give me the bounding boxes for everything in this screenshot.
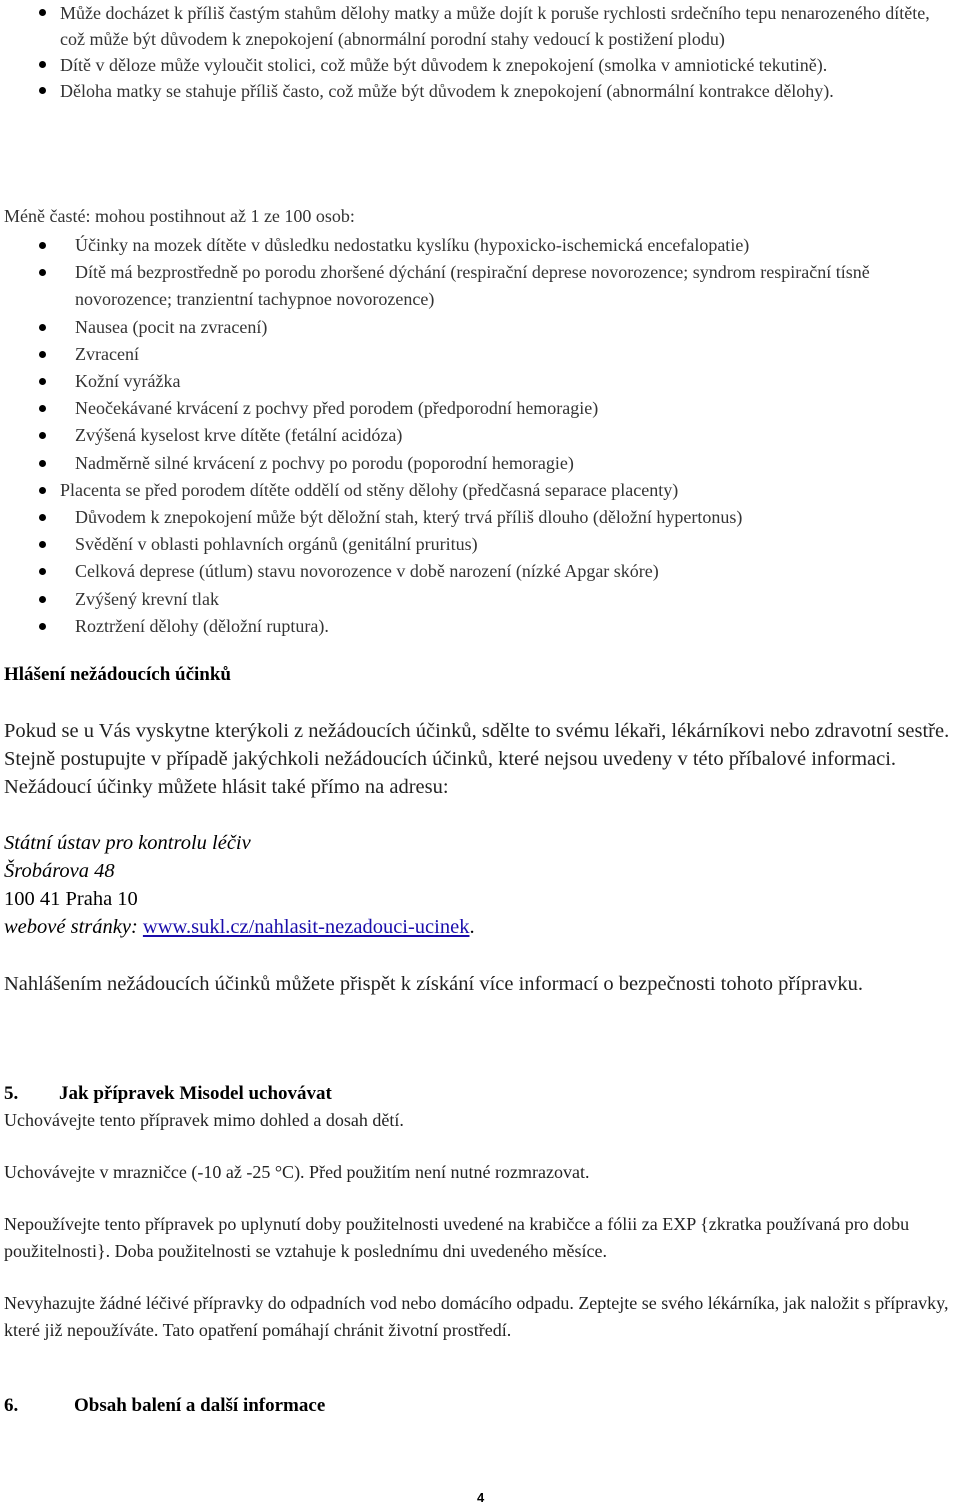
- bullet-icon: [39, 378, 46, 385]
- storage-paragraph-4: Nevyhazujte žádné léčivé přípravky do odpadních vod nebo domácího odpadu. Zeptejte se svého lékárníka, jak naložit s přípravky, které již nepoužíváte. Tato opatření pomáhají chránit životní prostředí.: [4, 1293, 949, 1340]
- list-item: Svědění v oblasti pohlavních orgánů (genitální pruritus): [0, 531, 950, 558]
- list-item: Kožní vyrážka: [0, 368, 950, 395]
- bullet-icon: [39, 460, 46, 467]
- address-line-2: Šrobárova 48: [4, 860, 115, 882]
- storage-paragraph-2: Uchovávejte v mrazničce (-10 až -25 °C). Před použitím není nutné rozmrazovat.: [4, 1162, 590, 1182]
- bullet-icon: [39, 568, 46, 575]
- list-item: Účinky na mozek dítěte v důsledku nedostatku kyslíku (hypoxicko-ischemická encefalopatie): [0, 232, 950, 259]
- web-suffix: .: [469, 916, 475, 938]
- bullet-icon: [39, 324, 46, 331]
- bullet-icon: [39, 541, 46, 548]
- bullet-icon: [39, 405, 46, 412]
- section-6-title: Obsah balení a další informace: [74, 1395, 326, 1416]
- list-item: Roztržení dělohy (děložní ruptura).: [0, 613, 950, 640]
- section-6-number: 6.: [4, 1395, 19, 1416]
- list-item: Děloha matky se stahuje příliš často, což může být důvodem k znepokojení (abnormální kontrakce dělohy).: [0, 78, 950, 104]
- bullet-icon: [39, 9, 46, 16]
- address-block: [4, 829, 475, 941]
- bullet-icon: [39, 242, 46, 249]
- section-6-heading: [4, 1395, 325, 1417]
- bullet-icon: [39, 269, 46, 276]
- list-item: Zvýšená kyselost krve dítěte (fetální acidóza): [0, 422, 950, 449]
- list-item: Dítě má bezprostředně po porodu zhoršené dýchání (respirační deprese novorozence; syndrom respirační tísně novorozence; tranzientní tachypnoe novorozence): [0, 259, 950, 313]
- bullet-icon: [39, 87, 46, 94]
- bullet-icon: [39, 61, 46, 68]
- web-label: webové stránky:: [4, 916, 138, 938]
- bullet-icon: [39, 432, 46, 439]
- bullet-icon: [39, 351, 46, 358]
- side-effects-list-top: [0, 0, 950, 104]
- list-item: Celková deprese (útlum) stavu novorozence v době narození (nízké Apgar skóre): [0, 558, 950, 585]
- address-line-1: Státní ústav pro kontrolu léčiv: [4, 832, 251, 854]
- list-item: Placenta se před porodem dítěte oddělí od stěny dělohy (předčasná separace placenty): [0, 477, 950, 504]
- page-number: 4: [477, 1490, 485, 1505]
- sukl-link[interactable]: www.sukl.cz/nahlasit-nezadouci-ucinek: [142, 916, 470, 938]
- section-5-number: 5.: [4, 1083, 19, 1104]
- report-paragraph: Pokud se u Vás vyskytne kterýkoli z nežádoucích účinků, sdělte to svému lékaři, lékárníkovi nebo zdravotní sestře. Stejně postupujte v případě jakýchkoli nežádoucích účinků, které nejsou uvedeny v této příbalové informaci. Nežádoucí účinky můžete hlásit také přímo na adresu:: [4, 720, 950, 798]
- report-heading: Hlášení nežádoucích účinků: [4, 664, 231, 685]
- list-item: Zvracení: [0, 341, 950, 368]
- storage-paragraph-1: Uchovávejte tento přípravek mimo dohled a dosah dětí.: [4, 1110, 404, 1130]
- side-effects-list-uncommon: [0, 232, 950, 640]
- address-line-3: 100 41 Praha 10: [4, 888, 138, 910]
- storage-paragraph-3: Nepoužívejte tento přípravek po uplynutí doby použitelnosti uvedené na krabičce a fólii za EXP {zkratka používaná pro dobu použitelnosti}. Doba použitelnosti se vztahuje k poslednímu dni uvedeného měsíce.: [4, 1214, 910, 1261]
- bullet-icon: [39, 623, 46, 630]
- report-paragraph-2: Nahlášením nežádoucích účinků můžete přispět k získání více informací o bezpečnosti tohoto přípravku.: [4, 973, 864, 995]
- section-5-title: Jak přípravek Misodel uchovávat: [59, 1083, 332, 1104]
- list-item: Nausea (pocit na zvracení): [0, 314, 950, 341]
- list-item: Neočekávané krvácení z pochvy před porodem (předporodní hemoragie): [0, 395, 950, 422]
- bullet-icon: [39, 487, 46, 494]
- list-item: Zvýšený krevní tlak: [0, 586, 950, 613]
- bullet-icon: [39, 514, 46, 521]
- list-item: Dítě v děloze může vyloučit stolici, což může být důvodem k znepokojení (smolka v amniotické tekutině).: [0, 52, 950, 78]
- list-item: Může docházet k příliš častým stahům dělohy matky a může dojít k poruše rychlosti srdečního tepu nenarozeného dítěte, což může být důvodem k znepokojení (abnormální porodní stahy vedoucí k postižení plodu): [0, 0, 950, 52]
- uncommon-heading: Méně časté: mohou postihnout až 1 ze 100 osob:: [4, 206, 355, 226]
- list-item: Důvodem k znepokojení může být děložní stah, který trvá příliš dlouho (děložní hypertonus): [0, 504, 950, 531]
- bullet-icon: [39, 596, 46, 603]
- section-5-heading: [4, 1083, 332, 1105]
- list-item: Nadměrně silné krvácení z pochvy po porodu (poporodní hemoragie): [0, 450, 950, 477]
